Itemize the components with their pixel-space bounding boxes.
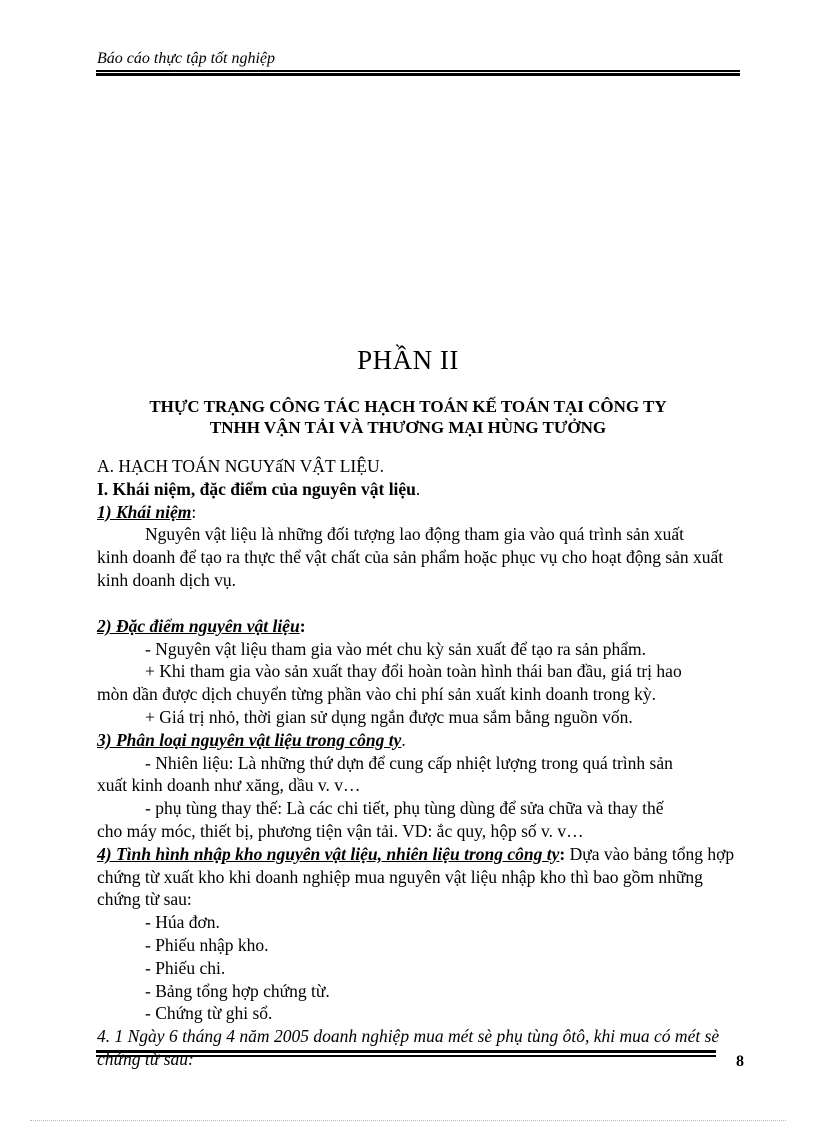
list-item: - Phiếu nhập kho. xyxy=(145,934,269,955)
subsection-1-paragraph-first: Nguyên vật liệu là những đối tượng lao động tham gia vào quá trình sản xuất xyxy=(145,524,685,545)
list-item: - Chứng từ ghi sổ. xyxy=(145,1003,273,1024)
section-i-title: I. Khái niệm, đặc điểm của nguyên vật liệu xyxy=(97,478,416,499)
list-item: - Bảng tổng hợp chứng từ. xyxy=(145,980,330,1001)
header-divider xyxy=(96,70,740,76)
subsection-2-line-1: - Nguyên vật liệu tham gia vào mét chu kỳ sản xuất để tạo ra sản phẩm. xyxy=(145,638,647,659)
subsection-1-title: 1) Khái niệm: xyxy=(97,501,197,522)
running-header: Báo cáo thực tập tốt nghiệp xyxy=(97,50,276,67)
section-i-heading: I. Khái niệm, đặc điểm của nguyên vật liệu. xyxy=(97,478,421,499)
chapter-heading xyxy=(0,396,816,438)
list-item: - Phiếu chi. xyxy=(145,957,226,978)
subsection-3-item-1b: xuất kinh doanh như xăng, dầu v. v… xyxy=(97,775,361,796)
page-number: 8 xyxy=(736,1053,744,1070)
chapter-heading-line-1: THỰC TRẠNG CÔNG TÁC HẠCH TOÁN KẾ TOÁN TẠI CÔNG TY xyxy=(149,397,667,416)
subsection-2-line-2b: mòn dần được dịch chuyển từng phần vào chi phí sản xuất kinh doanh trong kỳ. xyxy=(97,684,656,705)
subsection-3-item-2a: - phụ tùng thay thế: Là các chi tiết, phụ tùng dùng để sửa chữa và thay thế xyxy=(145,798,664,819)
chapter-heading-line-2: TNHH VẬN TẢI VÀ THƯƠNG MẠI HÙNG TƯỞNG xyxy=(209,418,607,437)
page-edge-dotted-line xyxy=(30,1120,786,1121)
subsection-4-1-paragraph: 4. 1 Ngày 6 tháng 4 năm 2005 doanh nghiệp mua mét sè phụ tùng ôtô, khi mua có mét sè chứng từ sau: xyxy=(97,1026,720,1069)
list-item: - Húa đơn. xyxy=(145,912,220,933)
subsection-3-item-2b: cho máy móc, thiết bị, phương tiện vận tải. VD: ắc quy, hộp số v. v… xyxy=(97,820,584,841)
subsection-2-title: 2) Đặc điểm nguyên vật liệu: xyxy=(97,615,306,636)
subsection-2-line-2a: + Khi tham gia vào sản xuất thay đổi hoàn toàn hình thái ban đầu, giá trị hao xyxy=(145,661,682,682)
document-body xyxy=(97,455,737,1071)
part-title: PHẦN II xyxy=(357,345,459,375)
subsection-3-item-1a: - Nhiên liệu: Là những thứ dựn để cung cấp nhiệt lượng trong quá trình sản xyxy=(145,752,673,773)
subsection-1-paragraph-rest: kinh doanh để tạo ra thực thể vật chất của sản phẩm hoặc phục vụ cho hoạt động sản xuất kinh doanh dịch vụ. xyxy=(97,547,724,590)
subsection-2-line-3: + Giá trị nhỏ, thời gian sử dụng ngắn được mua sắm bằng nguồn vốn. xyxy=(145,706,633,727)
section-a-heading: A. HẠCH TOÁN NGUYấN VẬT LIỆU. xyxy=(97,456,384,476)
subsection-4-paragraph: 4) Tình hình nhập kho nguyên vật liệu, nhiên liệu trong công ty: Dựa vào bảng tổng hợp chứng từ xuất kho khi doanh nghiệp mua nguyên vật liệu nhập kho thì bao gồm những chứng từ sau: xyxy=(97,843,735,910)
footer-divider xyxy=(96,1050,716,1057)
subsection-3-title: 3) Phân loại nguyên vật liệu trong công ty. xyxy=(97,729,406,750)
